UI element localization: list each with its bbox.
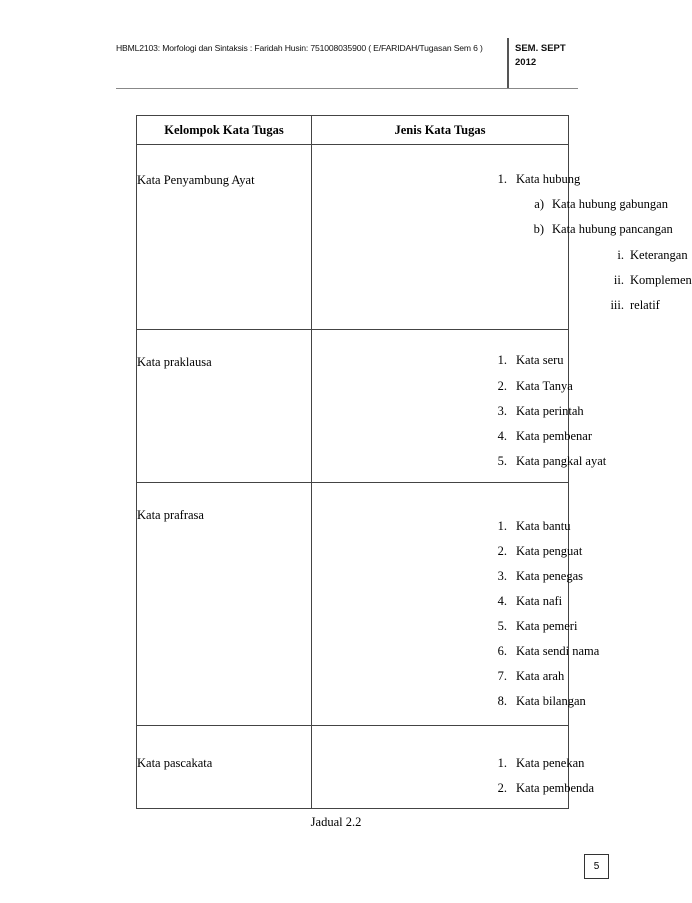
group-cell: Kata prafrasa (137, 483, 312, 726)
item-text: Kata hubung gabungan (552, 197, 668, 211)
items-cell (312, 330, 607, 483)
item-number: 8. (497, 694, 507, 708)
item-number: 5. (497, 619, 507, 633)
item-text: Kata hubung (516, 172, 581, 186)
item-number: 1. (497, 519, 507, 533)
items-cell (312, 483, 600, 726)
page-number: 5 (584, 854, 609, 879)
item-text: relatif (630, 298, 660, 312)
col1-header: Kelompok Kata Tugas (137, 116, 312, 145)
header-semester (515, 42, 577, 70)
table-row (137, 726, 569, 809)
item-text: Kata hubung pancangan (552, 222, 673, 236)
table-caption: Jadual 2.2 (310, 815, 362, 829)
item-number: 2. (497, 544, 507, 558)
item-text: Kata nafi (516, 594, 563, 608)
item-number: iii. (610, 298, 624, 312)
item-number: a) (534, 197, 544, 211)
items-cell (312, 726, 595, 809)
kata-tugas-table (136, 115, 692, 809)
item-text: Kata pembenar (516, 429, 593, 443)
table-header-row (137, 116, 569, 145)
item-number: b) (533, 222, 544, 236)
item-number: 2. (497, 781, 507, 795)
item-text: Komplemen (630, 273, 692, 287)
item-text: Kata pemeri (516, 619, 578, 633)
item-text: Kata penguat (516, 544, 583, 558)
item-number: 4. (497, 594, 507, 608)
group-cell: Kata Penyambung Ayat (137, 145, 312, 330)
page-header (116, 38, 578, 88)
item-text: Kata seru (516, 353, 564, 367)
table-row (137, 483, 569, 726)
item-number: 1. (497, 756, 507, 770)
item-number: i. (617, 248, 624, 262)
item-number: 3. (497, 569, 507, 583)
header-course-info: HBML2103: Morfologi dan Sintaksis : Faridah Husin: 751008035900 ( E/FARIDAH/Tugasan Sem 6 ) (116, 43, 483, 53)
table-row (137, 330, 569, 483)
group-cell: Kata praklausa (137, 330, 312, 483)
item-text: Keterangan (630, 248, 688, 262)
header-semester-line1: SEM. SEPT (515, 43, 566, 54)
item-text: Kata penegas (516, 569, 583, 583)
item-number: 7. (497, 669, 507, 683)
item-number: ii. (613, 273, 624, 287)
item-text: Kata pangkal ayat (516, 454, 607, 468)
item-text: Kata arah (516, 669, 565, 683)
header-semester-line2: 2012 (515, 57, 537, 68)
item-text: Kata sendi nama (516, 644, 600, 658)
header-rule (116, 88, 578, 89)
item-text: Kata penekan (516, 756, 585, 770)
item-number: 3. (497, 404, 507, 418)
item-number: 6. (497, 644, 507, 658)
item-number: 5. (497, 454, 507, 468)
item-text: Kata pembenda (516, 781, 595, 795)
item-number: 4. (497, 429, 507, 443)
item-text: Kata perintah (516, 404, 584, 418)
item-text: Kata Tanya (516, 379, 573, 393)
header-divider (507, 38, 509, 88)
group-cell: Kata pascakata (137, 726, 312, 809)
item-text: Kata bilangan (516, 694, 586, 708)
item-number: 1. (497, 353, 507, 367)
item-number: 2. (497, 379, 507, 393)
table-row (137, 145, 569, 330)
col2-header: Jenis Kata Tugas (312, 116, 569, 145)
item-text: Kata bantu (516, 519, 571, 533)
items-cell (312, 145, 692, 330)
item-number: 1. (497, 172, 507, 186)
